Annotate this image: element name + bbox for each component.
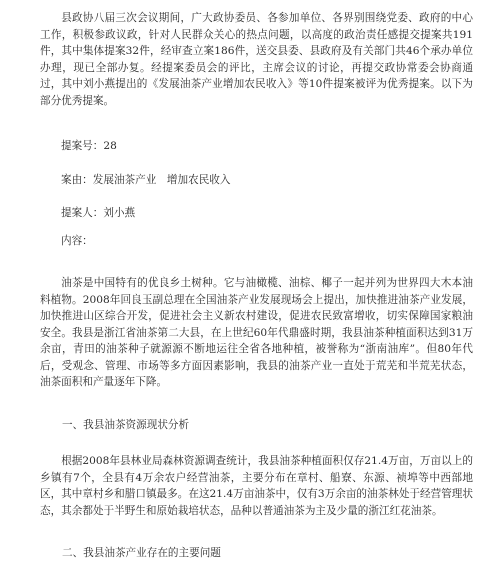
proposer: 提案人：刘小燕 [61,207,136,219]
section-heading-1: 一、我县油茶资源现状分析 [62,418,190,431]
body-paragraph-1: 油茶是中国特有的优良乡土树种。它与油橄榄、油棕、椰子一起并列为世界四大木本油料植物。2008年回良玉副总理在全国油茶产业发展现场会上提出，加快推进油茶产业发展，加快推进山区综合开发，促进社会主义新农村建设，促进农民致富增收，切实保障国家粮油安全。我县是浙江省油茶第二大县，在上世纪60年代鼎盛时期，我县油茶种植面积达到31万余亩，青田的油茶种子就源源不断地运往全省各地种植，被誉称为“浙南油库”。但80年代后，受观念、管理、市场等多方面因素影响，我县的油茶产业一直处于荒芜和半荒芜状态，油茶面积和产量逐年下降。 [40,277,473,388]
content-label: 内容： [61,234,93,247]
proposal-subject: 案由：发展油茶产业 增加农民收入 [61,173,231,186]
section-heading-2: 二、我县油茶产业存在的主要问题 [62,547,221,559]
intro-paragraph: 县政协八届三次会议期间，广大政协委员、各参加单位、各界别围绕党委、政府的中心工作，积极参政议政，针对人民群众关心的热点问题，以高度的政治责任感提交提案共191件，其中集体提案32件，经审查立案186件，送交县委、县政府及有关部门共46个承办单位办理，现已全部办复。经提案委员会的评比，主席会议的讨论，再提交政协常委会协商通过，其中刘小燕提出的《发展油茶产业增加农民收入》等10件提案被评为优秀提案。以下为部分优秀提案。 [40,12,473,107]
proposal-number: 提案号：28 [61,140,117,152]
body-paragraph-2: 根据2008年县林业局森林资源调查统计，我县油茶种植面积仅存21.4万亩，万亩以上的乡镇有7个，全县有4万余农户经营油茶，主要分布在章村、船寮、东源、祯埠等中西部地区，其中章村乡和腊口镇最多。在这21.4万亩油茶中，仅有3万余亩的油茶林处于经营管理状态，其余都处于半野生和原始栽培状态，品种以普通油茶为主及少量的浙江红花油茶。 [40,455,473,517]
